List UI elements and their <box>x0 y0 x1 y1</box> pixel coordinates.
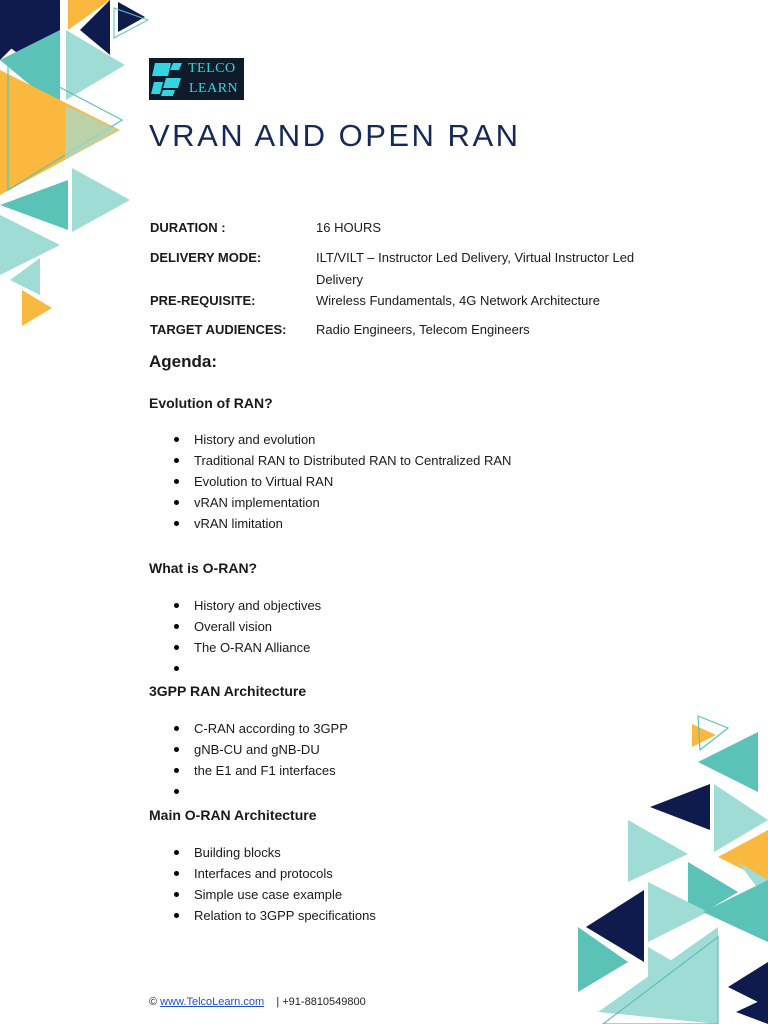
section-heading: Main O-RAN Architecture <box>149 807 317 823</box>
list-item: Building blocks <box>172 842 376 863</box>
list-item: Overall vision <box>172 616 321 637</box>
phone-number: | +91-8810549800 <box>276 996 366 1008</box>
list-item: vRAN implementation <box>172 492 511 513</box>
meta-value: ILT/VILT – Instructor Led Delivery, Virtual Instructor Led Delivery <box>316 250 635 287</box>
list-item: Relation to 3GPP specifications <box>172 905 376 926</box>
list-item: Simple use case example <box>172 884 376 905</box>
list-item: gNB-CU and gNB-DU <box>172 739 348 760</box>
logo-mark-icon <box>149 58 189 100</box>
logo-text-line2: LEARN <box>189 81 239 96</box>
decorative-triangles-bottom-right <box>578 712 768 1024</box>
telco-learn-logo <box>149 58 244 100</box>
copyright-symbol: © <box>149 996 158 1008</box>
decorative-triangles-top-left <box>0 0 160 340</box>
meta-value: 16 HOURS <box>316 220 382 235</box>
meta-key: DELIVERY MODE: <box>150 250 262 265</box>
list-item: vRAN limitation <box>172 513 511 534</box>
section-heading: What is O-RAN? <box>149 560 258 576</box>
list-item: the E1 and F1 interfaces <box>172 760 348 781</box>
list-item: History and objectives <box>172 595 321 616</box>
footer <box>149 996 366 1008</box>
bullet-list <box>172 595 321 679</box>
list-item: Traditional RAN to Distributed RAN to Centralized RAN <box>172 450 511 471</box>
bullet-list <box>172 842 376 926</box>
agenda-heading: Agenda: <box>149 352 217 371</box>
course-title: VRAN AND OPEN RAN <box>149 118 521 153</box>
meta-value: Radio Engineers, Telecom Engineers <box>316 322 530 337</box>
meta-key: PRE-REQUISITE: <box>150 293 256 308</box>
bullet-list <box>172 429 511 534</box>
list-item: Evolution to Virtual RAN <box>172 471 511 492</box>
section-heading: 3GPP RAN Architecture <box>149 683 307 699</box>
website-link[interactable]: www.TelcoLearn.com <box>160 996 265 1008</box>
list-item: The O-RAN Alliance <box>172 637 321 658</box>
logo-text-line1: TELCO <box>188 61 236 76</box>
list-item <box>172 658 321 679</box>
bullet-list <box>172 718 348 802</box>
meta-key: TARGET AUDIENCES: <box>150 322 287 337</box>
list-item <box>172 781 348 802</box>
list-item: Interfaces and protocols <box>172 863 376 884</box>
list-item: History and evolution <box>172 429 511 450</box>
section-heading: Evolution of RAN? <box>149 395 273 411</box>
meta-key: DURATION : <box>150 220 226 235</box>
list-item: C-RAN according to 3GPP <box>172 718 348 739</box>
meta-value: Wireless Fundamentals, 4G Network Architecture <box>316 293 600 308</box>
